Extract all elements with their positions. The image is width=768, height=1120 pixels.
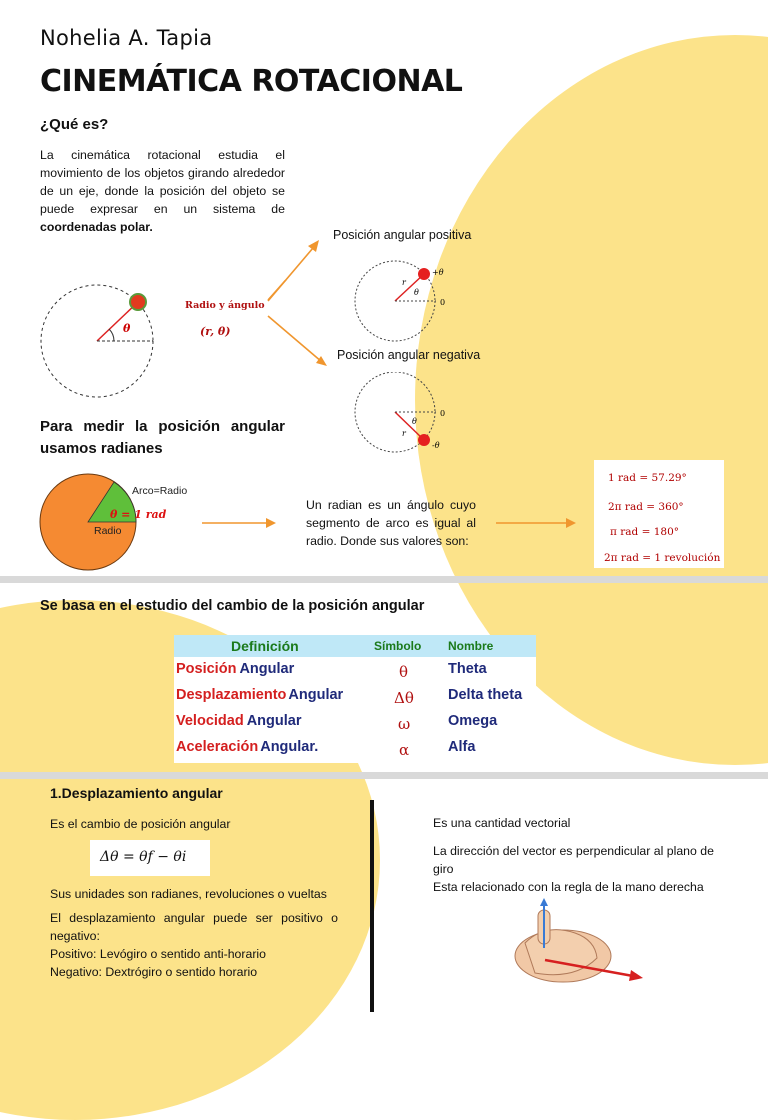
theta-label: θ: [414, 288, 419, 297]
vector-text: Es una cantidad vectorial: [433, 816, 571, 830]
arrow-head: [566, 518, 576, 528]
radian-definition: Un radian es un ángulo cuyo segmento de arco es igual al radio. Donde sus valores son:: [306, 498, 476, 548]
theta-label: θ: [412, 417, 417, 426]
table-row: Velocidad Angular: [176, 713, 302, 729]
r-label: r: [402, 278, 406, 287]
particle: [418, 434, 430, 446]
page-title: CINEMÁTICA ROTACIONAL: [40, 64, 463, 99]
desplazamiento-heading: 1.Desplazamiento angular: [50, 785, 223, 801]
positive-text: Positivo: Levógiro o sentido anti-horario: [50, 947, 267, 961]
positive-angle-label: Posición angular positiva: [333, 228, 472, 242]
arrow-right-1: [200, 515, 280, 531]
radian-value: 1 rad = 57.29°: [608, 472, 687, 484]
divider-band: [0, 772, 768, 779]
radian-value: 2π rad = 360°: [608, 501, 684, 513]
sign-text: El desplazamiento angular puede ser positivo o negativo:: [50, 911, 338, 943]
formula: Δθ = θf − θi: [100, 849, 187, 865]
table-row: Desplazamiento Angular: [176, 687, 344, 703]
zero-label: 0: [440, 409, 446, 418]
negative-angle-label: Posición angular negativa: [337, 348, 481, 362]
arrow-right-2: [494, 515, 580, 531]
symbol-cell: α: [399, 741, 410, 759]
author-name: Nohelia A. Tapia: [40, 26, 213, 50]
theta-eq-label: θ = 1 rad: [110, 508, 167, 521]
minus-theta-label: -θ: [432, 441, 440, 450]
question-heading: ¿Qué es?: [40, 116, 109, 133]
radian-heading: Para medir la posición angular usamos radianes: [40, 418, 285, 457]
radian-value: π rad = 180°: [610, 526, 680, 538]
table-row: Aceleración Angular.: [176, 739, 319, 755]
name-cell: Alfa: [448, 739, 476, 755]
intro-paragraph: La cinemática rotacional estudia el movimiento de los objetos girando alrededor de un eje, donde la posición del objeto se puede expresar en un sistema de coordenadas polar.: [40, 148, 285, 234]
particle: [418, 268, 430, 280]
arrow-head: [308, 240, 319, 252]
right-hand-rule-icon: [505, 898, 650, 990]
arrow-line: [268, 248, 313, 301]
arrow-to-positive: [265, 236, 325, 306]
header-nombre: Nombre: [448, 639, 494, 653]
arco-label: Arco=Radio: [132, 485, 188, 497]
name-cell: Omega: [448, 713, 498, 729]
formula-box: [90, 840, 210, 876]
radian-pie: [30, 472, 210, 572]
definitions-table: [174, 635, 536, 763]
horizontal-arrow-head: [629, 970, 643, 981]
positive-angle-diagram: [350, 255, 450, 345]
divider-band: [0, 576, 768, 583]
zero-label: 0: [440, 298, 446, 307]
symbol-cell: Δθ: [394, 689, 414, 707]
vertical-arrow-head: [540, 898, 548, 906]
particle-dot: [130, 294, 146, 310]
plus-theta-label: +θ: [432, 268, 444, 277]
radian-value: 2π rad = 1 revolución: [604, 552, 721, 564]
column-divider: [370, 800, 374, 1012]
radius: [395, 412, 424, 440]
radio-label: Radio: [94, 525, 122, 537]
negative-angle-diagram: [350, 372, 450, 462]
header-definicion: Definición: [231, 638, 299, 654]
symbol-cell: ω: [398, 715, 411, 733]
rule-text: Esta relacionado con la regla de la mano derecha: [433, 880, 704, 894]
direction-text: La dirección del vector es perpendicular al plano de giro: [433, 844, 714, 876]
r-label: r: [402, 429, 406, 438]
angle-arc: [109, 329, 114, 341]
name-cell: Delta theta: [448, 687, 523, 703]
negative-text: Negativo: Dextrógiro o sentido horario: [50, 965, 258, 979]
radian-values-box: [594, 460, 724, 568]
units-text: Sus unidades son radianes, revoluciones o vueltas: [50, 887, 327, 901]
header-simbolo: Símbolo: [374, 639, 422, 653]
section-heading: Se basa en el estudio del cambio de la posición angular: [40, 598, 425, 614]
desplazamiento-definition: Es el cambio de posición angular: [50, 817, 231, 831]
radio-angulo-label: Radio y ángulo: [185, 300, 265, 311]
arrow-down: [268, 316, 322, 362]
arrow-head: [266, 518, 276, 528]
coords-label: (r, θ): [200, 325, 231, 338]
symbol-cell: θ: [399, 663, 409, 681]
theta-label: θ: [123, 322, 131, 335]
table-row: Posición Angular: [176, 661, 295, 677]
name-cell: Theta: [448, 661, 487, 677]
